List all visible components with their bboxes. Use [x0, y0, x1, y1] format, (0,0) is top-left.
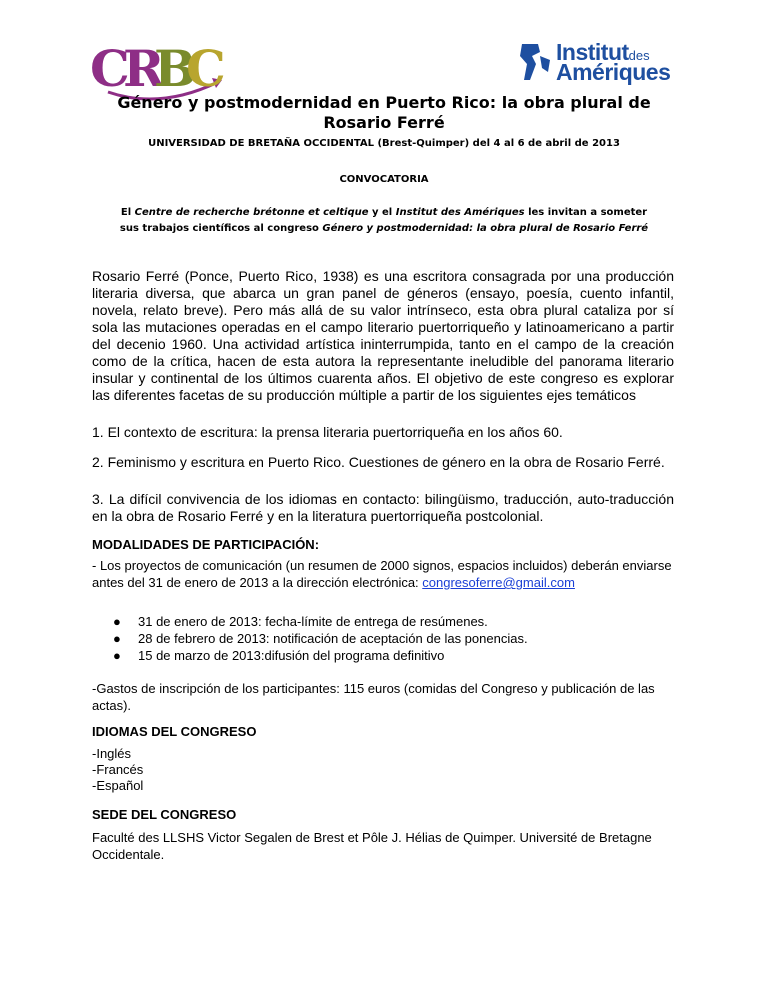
crbc-letter-r: R: [123, 39, 165, 98]
languages-list: [92, 746, 143, 794]
axis-1: 1. El contexto de escritura: la prensa literaria puertorriqueña en los años 60.: [92, 424, 563, 440]
crbc-letter-b: B: [154, 39, 197, 98]
org-crbc: Centre de recherche brétonne et celtique: [134, 207, 369, 218]
congress-name: Género y postmodernidad: la obra plural de Rosario Ferré: [322, 223, 649, 234]
institut-des-ameriques-logo: [518, 40, 672, 86]
convocatoria-heading: CONVOCATORIA: [339, 174, 429, 185]
dates-list: [113, 613, 528, 664]
email-link[interactable]: congresoferre@gmail.com: [422, 575, 575, 590]
page-title-line2: Rosario Ferré: [323, 113, 445, 132]
page-title-line1: Género y postmodernidad en Puerto Rico: la obra plural de: [117, 93, 651, 112]
org-institut: Institut des Amériques: [395, 207, 525, 218]
event-subtitle: UNIVERSIDAD DE BRETAÑA OCCIDENTAL (Brest-Quimper) del 4 al 6 de abril de 2013: [148, 138, 620, 149]
gastos-text: -Gastos de inscripción de los participantes: 115 euros (comidas del Congreso y publicación de las actas).: [92, 681, 655, 713]
axis-2: 2. Feminismo y escritura en Puerto Rico. Cuestiones de género en la obra de Rosario Ferré.: [92, 454, 665, 470]
institut-des-word: des: [628, 48, 650, 63]
invitation-text: El Centre de recherche brétonne et celtique y el Institut des Amériques les invitan a someter sus trabajos científicos al congreso Género y postmodernidad: la obra plural de Rosario Ferré: [119, 207, 649, 234]
axis-3: 3. La difícil convivencia de los idiomas en contacto: bilingüismo, traducción, auto-traducción en la obra de Rosario Ferré y en la literatura puertorriqueña postcolonial.: [92, 491, 674, 524]
modalidades-heading: MODALIDADES DE PARTICIPACIÓN:: [92, 537, 320, 552]
institut-word: Institutdes: [556, 39, 650, 65]
list-item: ● 31 de enero de 2013: fecha-límite de entrega de resúmenes.: [113, 614, 488, 629]
crbc-letter-c2: C: [186, 39, 226, 98]
language-item: -Inglés: [92, 746, 132, 761]
idiomas-heading: IDIOMAS DEL CONGRESO: [92, 724, 257, 739]
institut-map-icon: [518, 42, 552, 82]
bullet-icon: ●: [113, 631, 121, 646]
sede-text: Faculté des LLSHS Victor Segalen de Brest et Pôle J. Hélias de Quimper. Université de Bretagne Occidentale.: [92, 830, 652, 862]
crbc-letter-c1: C: [90, 39, 130, 98]
ameriques-word: Amériques: [556, 59, 671, 85]
sede-heading: SEDE DEL CONGRESO: [92, 807, 237, 822]
intro-paragraph: Rosario Ferré (Ponce, Puerto Rico, 1938) es una escritora consagrada por una producción literaria diversa, que abarca un gran panel de géneros (ensayo, poesía, cuento infantil, novela, relato breve). Pero más allá de su valor intrínseco, esta obra plural cataliza por sí sola las mutaciones operadas en el campo literario puertorriqueño y latinoamericano a partir del decenio 1960. Una actividad artística ininterrumpida, tanto en el campo de la creación como de la crítica, hacen de esta autora la representante ineludible del panorama literario insular y continental de los últimos cuarenta años. El objetivo de este congreso es explorar las diferentes facetas de su producción múltiple a partir de los siguientes ejes temáticos: [92, 268, 674, 403]
bullet-icon: ●: [113, 648, 121, 663]
bullet-icon: ●: [113, 614, 121, 629]
list-item: ● 15 de marzo de 2013:difusión del programa definitivo: [113, 648, 445, 663]
list-item: ● 28 de febrero de 2013: notificación de aceptación de las ponencias.: [113, 631, 528, 646]
language-item: -Francés: [92, 762, 144, 777]
modalidades-text: - Los proyectos de comunicación (un resumen de 2000 signos, espacios incluidos) deberán enviarse antes del 31 de enero de 2013 a la dirección electrónica: congresoferre@gmail.com: [92, 558, 672, 590]
language-item: -Español: [92, 778, 144, 793]
